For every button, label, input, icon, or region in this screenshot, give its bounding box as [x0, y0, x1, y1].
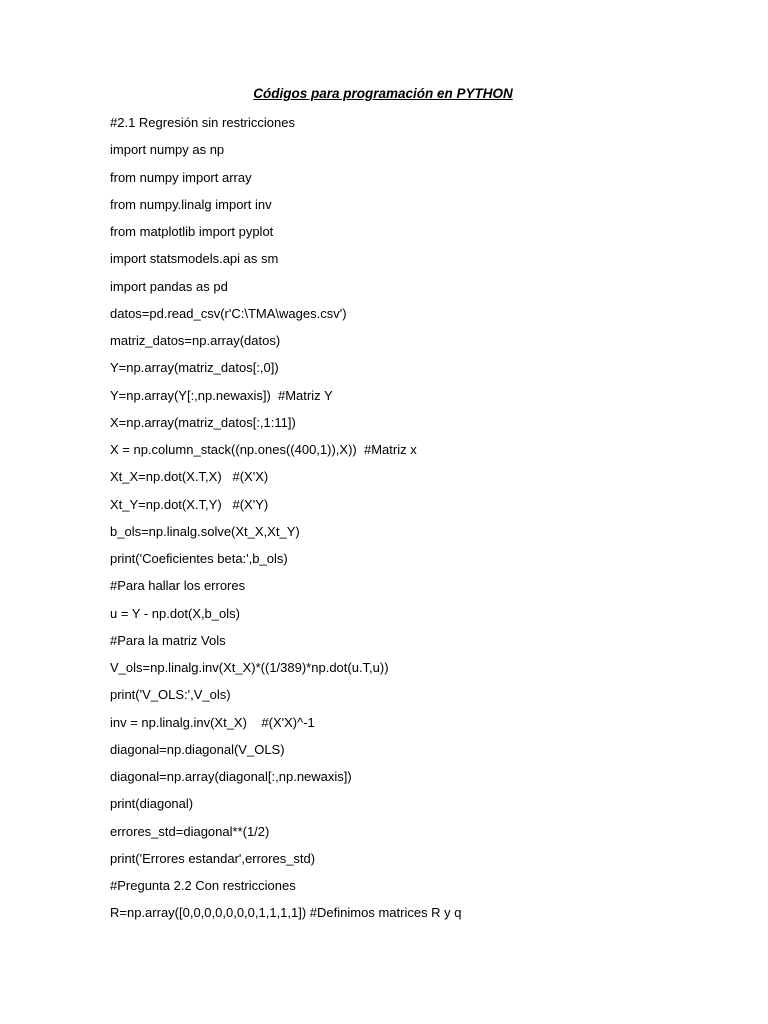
- code-line: errores_std=diagonal**(1/2): [110, 823, 270, 839]
- code-line: print('Errores estandar',errores_std): [110, 850, 316, 866]
- code-line: matriz_datos=np.array(datos): [110, 333, 281, 348]
- code-line: R=np.array([0,0,0,0,0,0,0,1,1,1,1]) #Definimos matrices R y q: [110, 905, 462, 921]
- code-line: Xt_Y=np.dot(X.T,Y) #(X'Y): [110, 496, 269, 512]
- code-line: import numpy as np: [110, 142, 225, 158]
- code-line: b_ols=np.linalg.solve(Xt_X,Xt_Y): [110, 523, 300, 539]
- code-line: inv = np.linalg.inv(Xt_X) #(X'X)^-1: [110, 714, 315, 730]
- code-line: Y=np.array(Y[:,np.newaxis]) #Matriz Y: [110, 387, 333, 403]
- code-line: X = np.column_stack((np.ones((400,1)),X)) #Matriz x: [110, 442, 417, 457]
- code-line: Xt_X=np.dot(X.T,X) #(X'X): [110, 469, 269, 485]
- code-line: print('V_OLS:',V_ols): [110, 687, 231, 703]
- code-line: #2.1 Regresión sin restricciones: [110, 115, 295, 130]
- code-block: [110, 113, 730, 931]
- code-line: X=np.array(matriz_datos[:,1:11]): [110, 414, 296, 430]
- code-line: u = Y - np.dot(X,b_ols): [110, 605, 240, 621]
- code-line: datos=pd.read_csv(r'C:\TMA\wages.csv'): [110, 305, 347, 321]
- code-line: from numpy import array: [110, 169, 252, 185]
- code-line: #Para hallar los errores: [110, 578, 246, 594]
- code-line: import statsmodels.api as sm: [110, 251, 279, 267]
- code-line: V_ols=np.linalg.inv(Xt_X)*((1/389)*np.dot(u.T,u)): [110, 660, 389, 675]
- code-line: diagonal=np.array(diagonal[:,np.newaxis]): [110, 769, 352, 784]
- code-line: print(diagonal): [110, 796, 194, 812]
- code-line: import pandas as pd: [110, 278, 228, 294]
- code-line: #Para la matriz Vols: [110, 632, 226, 648]
- document-title: Códigos para programación en PYTHON: [253, 86, 513, 101]
- code-line: #Pregunta 2.2 Con restricciones: [110, 878, 296, 893]
- code-line: from numpy.linalg import inv: [110, 196, 272, 212]
- code-line: diagonal=np.diagonal(V_OLS): [110, 741, 285, 757]
- code-line: from matplotlib import pyplot: [110, 224, 274, 239]
- code-line: print('Coeficientes beta:',b_ols): [110, 551, 288, 566]
- code-line: Y=np.array(matriz_datos[:,0]): [110, 360, 279, 376]
